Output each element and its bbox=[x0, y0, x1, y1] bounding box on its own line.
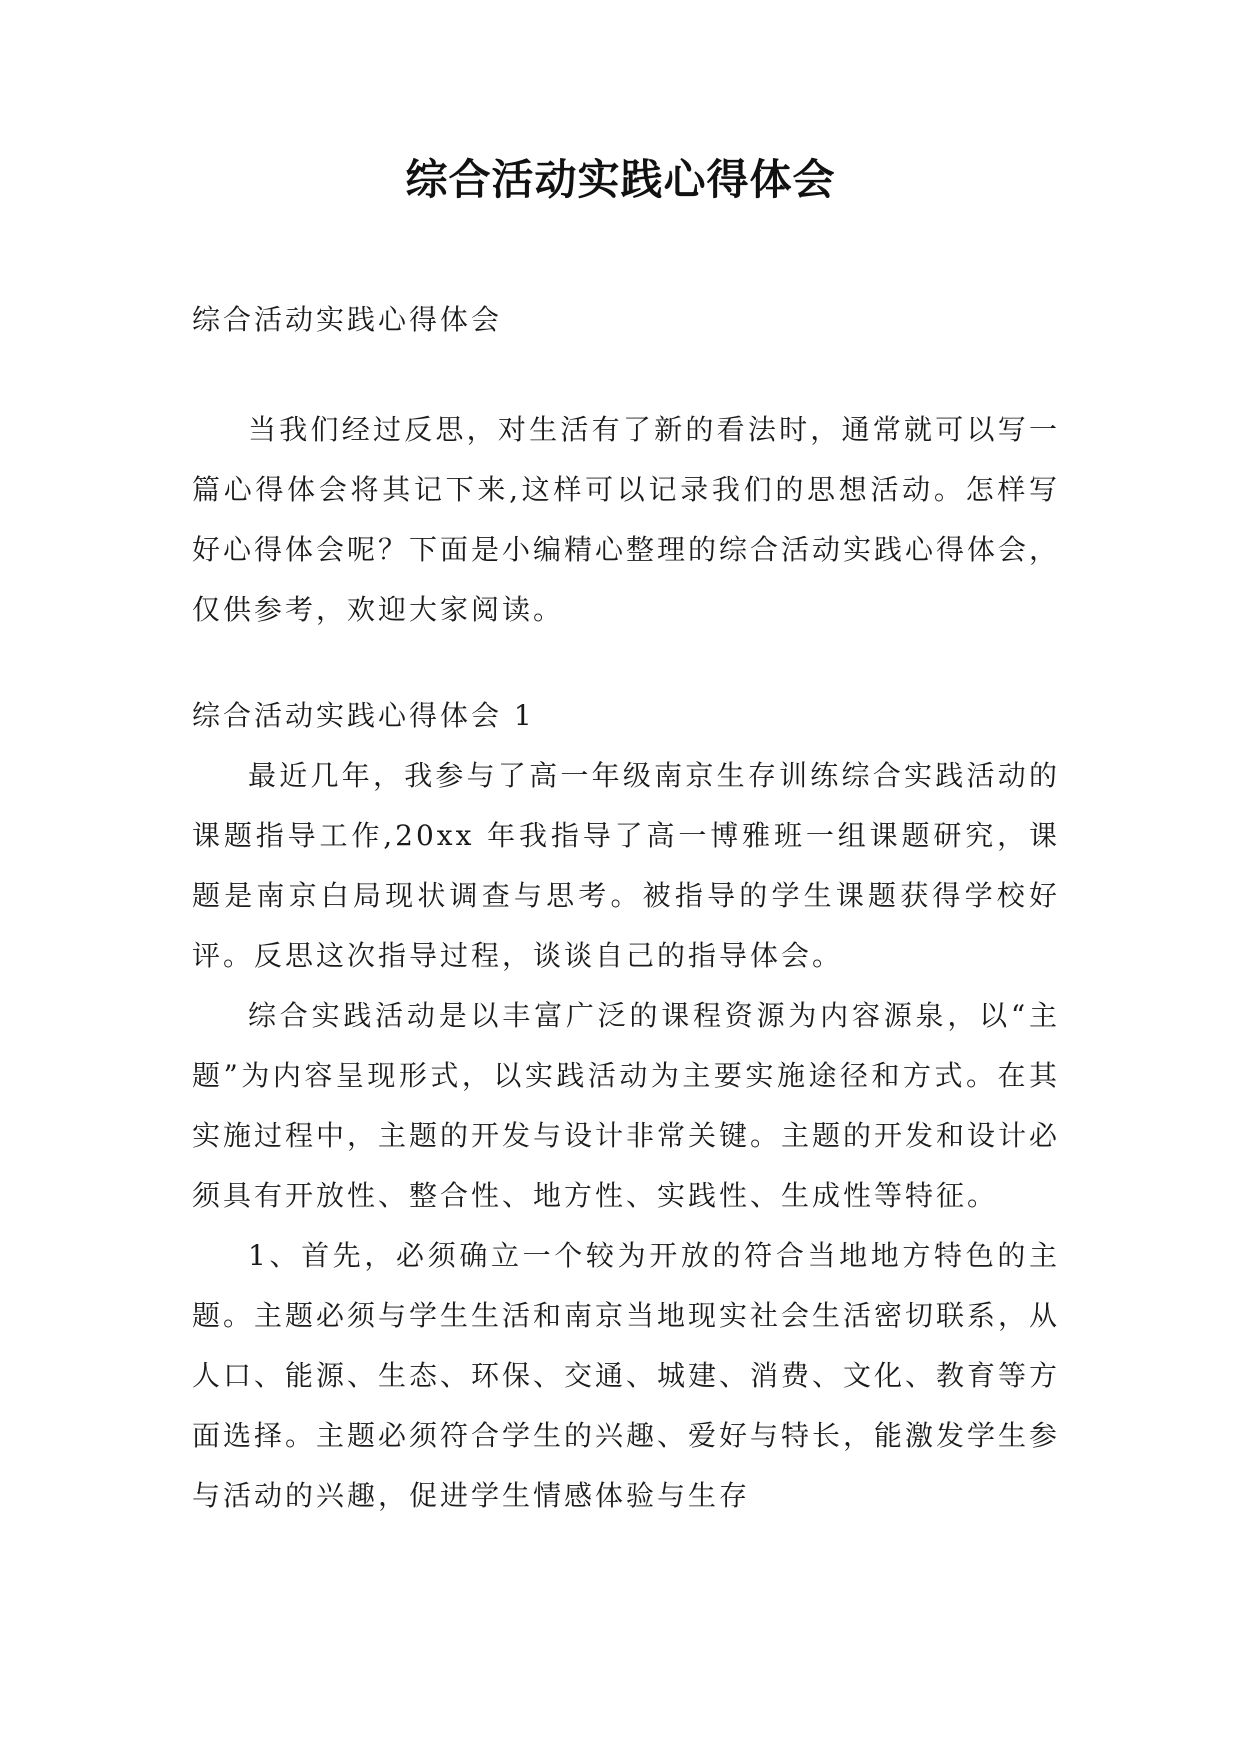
body-paragraph-1: 最近几年，我参与了高一年级南京生存训练综合实践活动的课题指导工作,20xx 年我指导了高一博雅班一组课题研究，课题是南京白局现状调查与思考。被指导的学生课题获得学校好评。反思这次指导过程，谈谈自己的指导体会。 bbox=[192, 759, 1060, 972]
section-heading: 综合活动实践心得体会 1 bbox=[192, 699, 535, 732]
body-paragraph-2: 综合实践活动是以丰富广泛的课程资源为内容源泉，以“主题”为内容呈现形式，以实践活动为主要实施途径和方式。在其实施过程中，主题的开发与设计非常关键。主题的开发和设计必须具有开放性、整合性、地方性、实践性、生成性等特征。 bbox=[192, 999, 1061, 1212]
document-body bbox=[192, 290, 1060, 1526]
intro-paragraph: 当我们经过反思，对生活有了新的看法时，通常就可以写一篇心得体会将其记下来,这样可以记录我们的思想活动。怎样写好心得体会呢？下面是小编精心整理的综合活动实践心得体会，仅供参考，欢迎大家阅读。 bbox=[192, 413, 1061, 626]
document-title: 综合活动实践心得体会 bbox=[405, 155, 836, 204]
body-paragraph-3: 1、首先，必须确立一个较为开放的符合当地地方特色的主题。主题必须与学生生活和南京当地现实社会生活密切联系，从人口、能源、生态、环保、交通、城建、消费、文化、教育等方面选择。主题必须符合学生的兴趣、爱好与特长，能激发学生参与活动的兴趣，促进学生情感体验与生存 bbox=[192, 1239, 1061, 1512]
document-subtitle: 综合活动实践心得体会 bbox=[192, 303, 503, 336]
